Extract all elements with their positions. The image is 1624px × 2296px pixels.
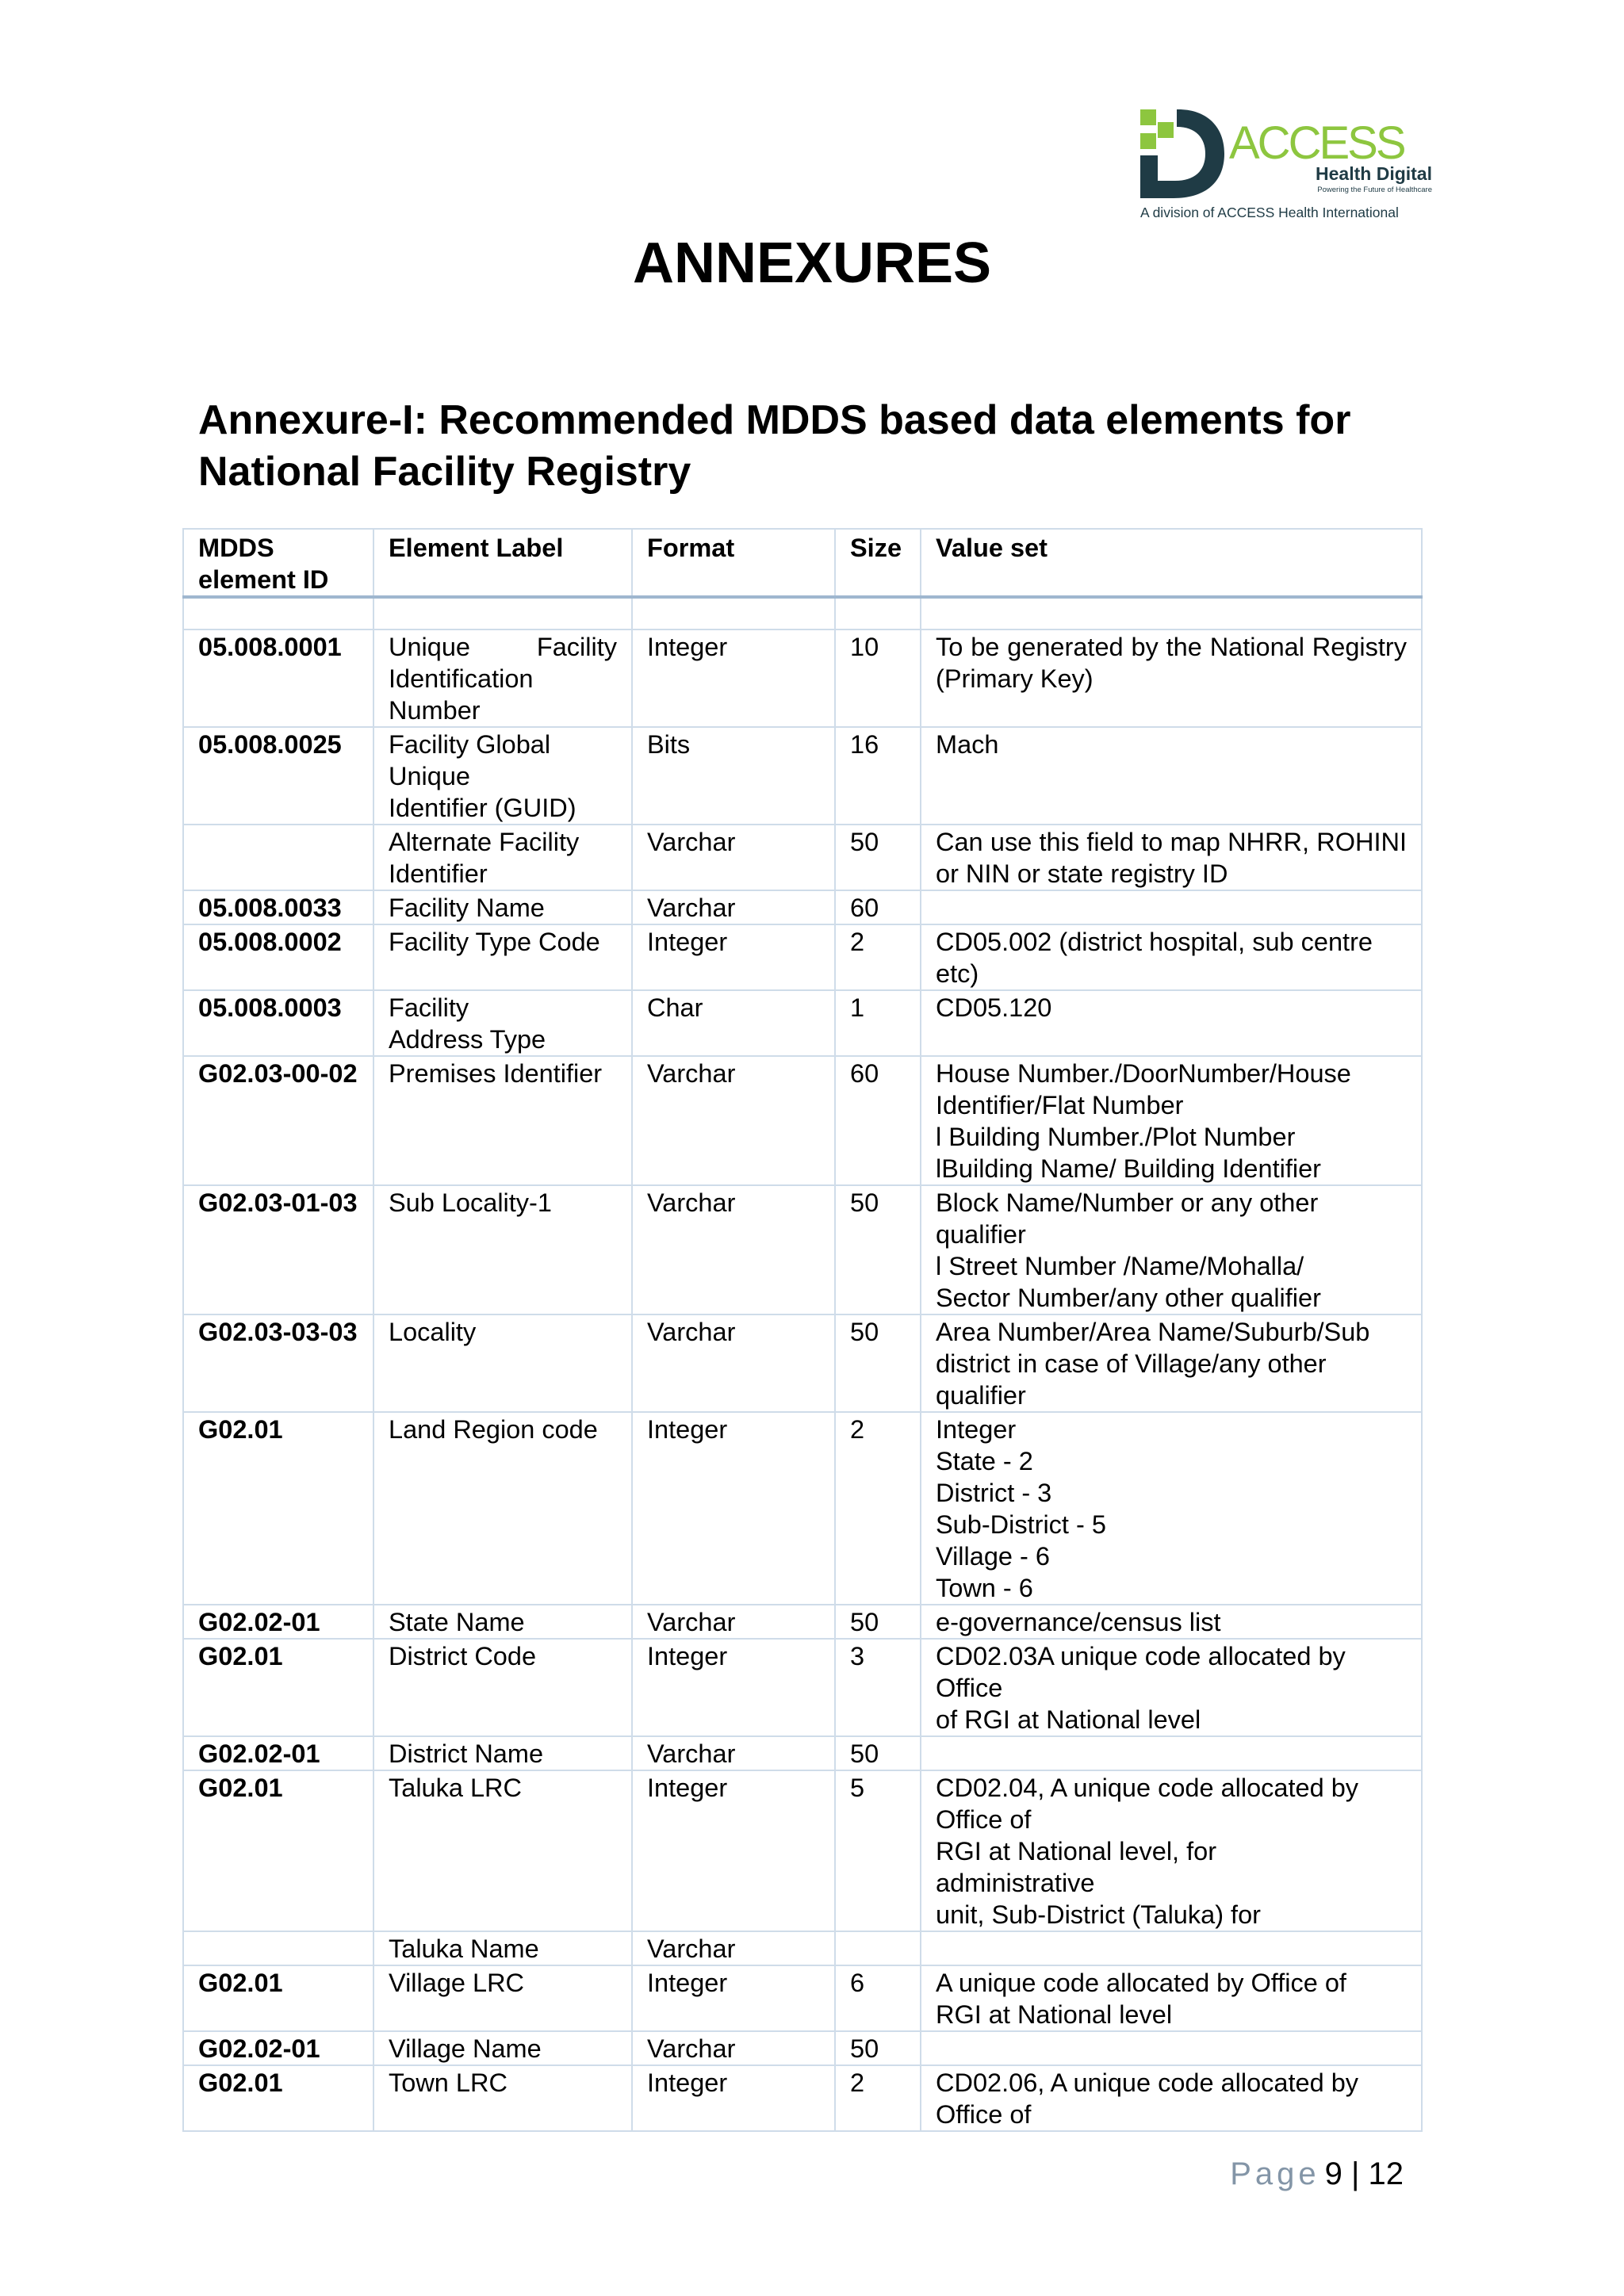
table-spacer-row xyxy=(183,597,1422,629)
cell-format: Integer xyxy=(632,1639,835,1736)
table-row xyxy=(183,1931,1422,1965)
cell-element-label: District Code xyxy=(373,1639,632,1736)
cell-element-label: Unique Facility Identification Number xyxy=(373,629,632,727)
cell-element-id: 05.008.0025 xyxy=(183,727,373,825)
cell-element-id: G02.02-01 xyxy=(183,1605,373,1639)
cell-value-set xyxy=(921,1736,1422,1770)
cell-element-id: G02.03-00-02 xyxy=(183,1056,373,1185)
cell-element-label: Facility Global Unique Identifier (GUID) xyxy=(373,727,632,825)
cell-size: 1 xyxy=(835,990,921,1056)
table-header-row xyxy=(183,529,1422,597)
cell-element-label: Town LRC xyxy=(373,2065,632,2131)
cell-format: Varchar xyxy=(632,890,835,924)
cell-format: Varchar xyxy=(632,1056,835,1185)
cell-element-id: G02.02-01 xyxy=(183,1736,373,1770)
cell-element-label: Locality xyxy=(373,1314,632,1412)
cell-element-label: District Name xyxy=(373,1736,632,1770)
cell-element-label: Sub Locality-1 xyxy=(373,1185,632,1314)
cell-format: Integer xyxy=(632,1412,835,1605)
table-row xyxy=(183,1605,1422,1639)
cell-value-set: CD05.002 (district hospital, sub centre etc) xyxy=(921,924,1422,990)
cell-format: Integer xyxy=(632,629,835,727)
cell-element-label: Facility Address Type xyxy=(373,990,632,1056)
cell-element-id: G02.01 xyxy=(183,1412,373,1605)
cell-format: Integer xyxy=(632,1770,835,1931)
cell-element-id: G02.01 xyxy=(183,2065,373,2131)
cell-format: Varchar xyxy=(632,1185,835,1314)
cell-size: 50 xyxy=(835,1185,921,1314)
table-row xyxy=(183,825,1422,890)
cell-size: 16 xyxy=(835,727,921,825)
header-element-label: Element Label xyxy=(373,529,632,597)
cell-value-set: e-governance/census list xyxy=(921,1605,1422,1639)
cell-size: 50 xyxy=(835,1314,921,1412)
cell-element-id: G02.01 xyxy=(183,1639,373,1736)
cell-value-set: CD05.120 xyxy=(921,990,1422,1056)
cell-value-set xyxy=(921,1931,1422,1965)
cell-value-set: House Number./DoorNumber/House Identifier/Flat Number l Building Number./Plot Number lBuilding Name/ Building Identifier xyxy=(921,1056,1422,1185)
cell-element-label: Taluka LRC xyxy=(373,1770,632,1931)
cell-value-set: Area Number/Area Name/Suburb/Sub district in case of Village/any other qualifier xyxy=(921,1314,1422,1412)
cell-element-label: Land Region code xyxy=(373,1412,632,1605)
cell-element-id: G02.03-01-03 xyxy=(183,1185,373,1314)
header-mdds-element-id: MDDS element ID xyxy=(183,529,373,597)
cell-element-id: 05.008.0003 xyxy=(183,990,373,1056)
company-logo xyxy=(1139,106,1440,225)
table-row xyxy=(183,890,1422,924)
cell-element-id: G02.01 xyxy=(183,1770,373,1931)
total-page-count: 12 xyxy=(1368,2156,1404,2191)
cell-format: Integer xyxy=(632,2065,835,2131)
logo-subtitle: Health Digital xyxy=(1316,163,1432,184)
table-row xyxy=(183,990,1422,1056)
cell-size: 50 xyxy=(835,2031,921,2065)
cell-size: 50 xyxy=(835,1736,921,1770)
cell-element-id: 05.008.0002 xyxy=(183,924,373,990)
cell-format: Varchar xyxy=(632,1931,835,1965)
annexure-title: Annexure-I: Recommended MDDS based data elements for National Facility Registry xyxy=(198,397,1351,495)
cell-size: 5 xyxy=(835,1770,921,1931)
table-row xyxy=(183,1056,1422,1185)
cell-format: Varchar xyxy=(632,1314,835,1412)
cell-element-label: Facility Name xyxy=(373,890,632,924)
cell-format: Varchar xyxy=(632,2031,835,2065)
logo-division: A division of ACCESS Health International xyxy=(1140,205,1399,220)
table-row xyxy=(183,2031,1422,2065)
table-row xyxy=(183,1639,1422,1736)
cell-format: Char xyxy=(632,990,835,1056)
cell-value-set: Integer State - 2 District - 3 Sub-District - 5 Village - 6 Town - 6 xyxy=(921,1412,1422,1605)
cell-element-label: Facility Type Code xyxy=(373,924,632,990)
logo-brand-text: ACCESS xyxy=(1229,117,1404,169)
cell-element-label: State Name xyxy=(373,1605,632,1639)
cell-element-label: Taluka Name xyxy=(373,1931,632,1965)
page-heading: ANNEXURES xyxy=(632,232,992,295)
page-word: Page xyxy=(1230,2156,1320,2191)
cell-element-id xyxy=(183,1931,373,1965)
table-row xyxy=(183,629,1422,727)
table-row xyxy=(183,1185,1422,1314)
cell-element-id: 05.008.0033 xyxy=(183,890,373,924)
cell-element-label: Village LRC xyxy=(373,1965,632,2031)
table-row xyxy=(183,1965,1422,2031)
cell-element-id: G02.02-01 xyxy=(183,2031,373,2065)
table-row xyxy=(183,1412,1422,1605)
cell-format: Integer xyxy=(632,1965,835,2031)
cell-element-label: Alternate Facility Identifier xyxy=(373,825,632,890)
cell-value-set xyxy=(921,890,1422,924)
cell-size: 3 xyxy=(835,1639,921,1736)
cell-size: 2 xyxy=(835,924,921,990)
table-row xyxy=(183,1736,1422,1770)
cell-size: 2 xyxy=(835,2065,921,2131)
cell-value-set: CD02.06, A unique code allocated by Office of xyxy=(921,2065,1422,2131)
table-row xyxy=(183,1314,1422,1412)
header-value-set: Value set xyxy=(921,529,1422,597)
cell-value-set: Mach xyxy=(921,727,1422,825)
cell-size xyxy=(835,1931,921,1965)
mdds-data-table xyxy=(182,528,1423,2132)
cell-format: Varchar xyxy=(632,1605,835,1639)
cell-value-set: Can use this field to map NHRR, ROHINI or NIN or state registry ID xyxy=(921,825,1422,890)
current-page-number: 9 xyxy=(1324,2156,1342,2191)
cell-value-set: Block Name/Number or any other qualifier l Street Number /Name/Mohalla/ Sector Number/any other qualifier xyxy=(921,1185,1422,1314)
cell-element-id: G02.01 xyxy=(183,1965,373,2031)
table-row xyxy=(183,727,1422,825)
table-row xyxy=(183,924,1422,990)
cell-value-set: To be generated by the National Registry (Primary Key) xyxy=(921,629,1422,727)
header-size: Size xyxy=(835,529,921,597)
cell-format: Integer xyxy=(632,924,835,990)
cell-size: 60 xyxy=(835,890,921,924)
cell-element-label: Village Name xyxy=(373,2031,632,2065)
page-separator: | xyxy=(1350,2156,1360,2191)
cell-element-id: 05.008.0001 xyxy=(183,629,373,727)
cell-element-id xyxy=(183,825,373,890)
cell-value-set: CD02.04, A unique code allocated by Office of RGI at National level, for administrative unit, Sub-District (Taluka) for xyxy=(921,1770,1422,1931)
table-row xyxy=(183,1770,1422,1931)
cell-format: Varchar xyxy=(632,825,835,890)
table-body xyxy=(183,597,1422,2131)
cell-size: 50 xyxy=(835,1605,921,1639)
cell-format: Varchar xyxy=(632,1736,835,1770)
cell-size: 2 xyxy=(835,1412,921,1605)
cell-value-set: CD02.03A unique code allocated by Office of RGI at National level xyxy=(921,1639,1422,1736)
header-format: Format xyxy=(632,529,835,597)
cell-format: Bits xyxy=(632,727,835,825)
cell-size: 6 xyxy=(835,1965,921,2031)
page-footer xyxy=(1230,2155,1404,2193)
cell-size: 50 xyxy=(835,825,921,890)
cell-element-label: Premises Identifier xyxy=(373,1056,632,1185)
table-row xyxy=(183,2065,1422,2131)
cell-size: 10 xyxy=(835,629,921,727)
logo-tagline: Powering the Future of Healthcare xyxy=(1317,186,1432,194)
cell-size: 60 xyxy=(835,1056,921,1185)
cell-value-set: A unique code allocated by Office of RGI at National level xyxy=(921,1965,1422,2031)
cell-element-id: G02.03-03-03 xyxy=(183,1314,373,1412)
cell-value-set xyxy=(921,2031,1422,2065)
